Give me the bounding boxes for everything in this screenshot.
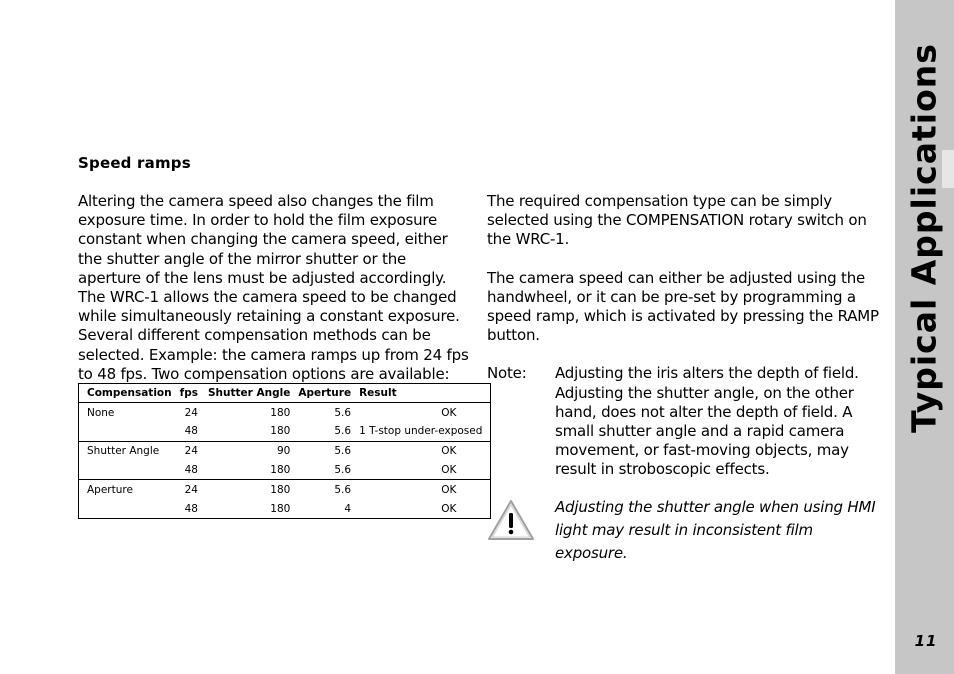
cell-fps: 48 <box>184 425 198 438</box>
cell-aperture: 5.6 <box>334 406 352 419</box>
table-header-row <box>79 384 491 403</box>
cell-aperture: 5.6 <box>334 425 352 438</box>
table-row <box>79 422 491 441</box>
cell-aperture: 5.6 <box>334 483 352 496</box>
cell-fps: 48 <box>184 502 198 515</box>
cell-compensation <box>79 499 172 518</box>
cell-shutter-angle: 180 <box>270 425 291 438</box>
note-block <box>487 364 882 479</box>
compensation-paragraph: The required compensation type can be simply selected using the COMPENSATION rotary switch on the WRC-1. <box>487 192 867 249</box>
table-group-none <box>79 403 491 442</box>
cell-compensation: None <box>87 406 115 419</box>
table-group-aperture <box>79 480 491 519</box>
header-result: Result <box>359 387 397 400</box>
table-row <box>79 499 491 518</box>
warning-block <box>487 496 882 565</box>
sidebar-tab-marker <box>942 150 954 188</box>
section-heading: Speed ramps <box>78 154 191 172</box>
cell-aperture: 5.6 <box>334 464 352 477</box>
note-text: Adjusting the iris alters the depth of field. Adjusting the shutter angle, on the other hand, does not alter the depth of field. A small shutter angle and a rapid camera movement, or fast-moving objects, may result in stroboscopic effects. <box>555 364 859 479</box>
cell-compensation: Aperture <box>87 483 133 496</box>
intro-paragraph: Altering the camera speed also changes the film exposure time. In order to hold the film exposure constant when changing the camera speed, either the shutter angle of the mirror shutter or the aperture of the lens must be adjusted accordingly. The WRC-1 allows the camera speed to be changed while simultaneously retaining a constant exposure. Several different compensation methods can be selected. Example: the camera ramps up from 24 fps to 48 fps. Two compensation options are available: <box>78 192 469 383</box>
cell-fps: 24 <box>184 445 198 458</box>
sidebar-title: Typical Applications <box>904 43 944 433</box>
cell-result: 1 T-stop under-exposed <box>359 425 483 438</box>
header-aperture: Aperture <box>298 387 352 400</box>
note-label: Note: <box>487 364 527 383</box>
cell-result: OK <box>441 502 457 515</box>
cell-result: OK <box>441 406 457 419</box>
cell-fps: 48 <box>184 464 198 477</box>
left-column <box>78 192 470 384</box>
page-number: 11 <box>914 632 938 650</box>
table-row <box>79 461 491 480</box>
header-shutter-angle: Shutter Angle <box>207 387 291 400</box>
cell-compensation <box>79 461 172 480</box>
cell-shutter-angle: 180 <box>270 483 291 496</box>
cell-aperture: 5.6 <box>334 445 352 458</box>
cell-compensation: Shutter Angle <box>87 445 160 458</box>
right-column <box>487 192 882 565</box>
table-row <box>79 480 491 499</box>
table-row <box>79 441 491 460</box>
cell-result: OK <box>441 483 457 496</box>
cell-shutter-angle: 180 <box>270 502 291 515</box>
cell-fps: 24 <box>184 406 198 419</box>
cell-shutter-angle: 180 <box>270 464 291 477</box>
header-compensation: Compensation <box>87 387 172 400</box>
cell-result: OK <box>441 445 457 458</box>
warning-text: Adjusting the shutter angle when using HMI light may result in inconsistent film exposure. <box>555 497 876 562</box>
compensation-table <box>78 383 491 519</box>
warning-triangle-icon <box>487 496 555 547</box>
cell-shutter-angle: 90 <box>276 445 291 458</box>
table-group-shutter-angle <box>79 441 491 480</box>
speed-paragraph: The camera speed can either be adjusted using the handwheel, or it can be pre-set by programming a speed ramp, which is activated by pressing the RAMP button. <box>487 268 879 345</box>
cell-compensation <box>79 422 172 441</box>
cell-shutter-angle: 180 <box>270 406 291 419</box>
cell-fps: 24 <box>184 483 198 496</box>
cell-aperture: 4 <box>344 502 352 515</box>
table-row <box>79 403 491 422</box>
header-fps: fps <box>179 387 198 400</box>
cell-result: OK <box>441 464 457 477</box>
